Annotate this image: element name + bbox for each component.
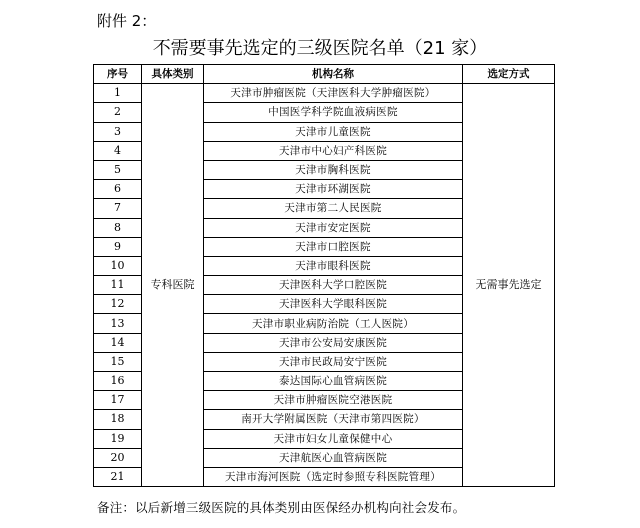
- row-institution-name: 天津市肿瘤医院（天津医科大学肿瘤医院）: [204, 84, 463, 103]
- row-institution-name: 中国医学科学院血液病医院: [204, 103, 463, 122]
- row-institution-name: 南开大学附属医院（天津市第四医院）: [204, 410, 463, 429]
- row-index: 20: [94, 448, 142, 467]
- row-index: 12: [94, 295, 142, 314]
- table-row: [94, 84, 555, 103]
- row-index: 14: [94, 333, 142, 352]
- row-index: 16: [94, 372, 142, 391]
- row-institution-name: 天津市肿瘤医院空港医院: [204, 391, 463, 410]
- category-cell: 专科医院: [142, 84, 204, 487]
- row-index: 21: [94, 467, 142, 486]
- row-institution-name: 天津市公安局安康医院: [204, 333, 463, 352]
- row-institution-name: 天津医科大学眼科医院: [204, 295, 463, 314]
- table-body: [94, 84, 555, 487]
- row-index: 8: [94, 218, 142, 237]
- row-index: 4: [94, 141, 142, 160]
- row-index: 10: [94, 256, 142, 275]
- header-method: 选定方式: [463, 65, 555, 84]
- header-category: 具体类别: [142, 65, 204, 84]
- row-index: 17: [94, 391, 142, 410]
- row-institution-name: 天津市胸科医院: [204, 160, 463, 179]
- table-header-row: [94, 65, 555, 84]
- row-index: 11: [94, 276, 142, 295]
- row-institution-name: 天津市安定医院: [204, 218, 463, 237]
- row-institution-name: 天津市儿童医院: [204, 122, 463, 141]
- row-index: 13: [94, 314, 142, 333]
- row-index: 2: [94, 103, 142, 122]
- row-institution-name: 天津航医心血管病医院: [204, 448, 463, 467]
- row-index: 5: [94, 160, 142, 179]
- row-institution-name: 天津市口腔医院: [204, 237, 463, 256]
- row-institution-name: 泰达国际心血管病医院: [204, 372, 463, 391]
- method-cell: 无需事先选定: [463, 84, 555, 487]
- row-institution-name: 天津医科大学口腔医院: [204, 276, 463, 295]
- hospital-table: [93, 64, 555, 487]
- row-institution-name: 天津市妇女儿童保健中心: [204, 429, 463, 448]
- row-index: 1: [94, 84, 142, 103]
- row-index: 18: [94, 410, 142, 429]
- row-institution-name: 天津市第二人民医院: [204, 199, 463, 218]
- row-index: 9: [94, 237, 142, 256]
- row-index: 7: [94, 199, 142, 218]
- row-index: 15: [94, 352, 142, 371]
- row-index: 3: [94, 122, 142, 141]
- row-institution-name: 天津市环湖医院: [204, 180, 463, 199]
- row-index: 19: [94, 429, 142, 448]
- row-institution-name: 天津市眼科医院: [204, 256, 463, 275]
- row-institution-name: 天津市职业病防治院（工人医院）: [204, 314, 463, 333]
- row-index: 6: [94, 180, 142, 199]
- page-title: 不需要事先选定的三级医院名单（21 家）: [152, 38, 488, 59]
- header-index: 序号: [94, 65, 142, 84]
- header-name: 机构名称: [204, 65, 463, 84]
- attachment-label: 附件 2：: [97, 12, 157, 30]
- row-institution-name: 天津市海河医院（选定时参照专科医院管理）: [204, 467, 463, 486]
- footnote: 备注：以后新增三级医院的具体类别由医保经办机构向社会发布。: [97, 500, 466, 515]
- row-institution-name: 天津市中心妇产科医院: [204, 141, 463, 160]
- row-institution-name: 天津市民政局安宁医院: [204, 352, 463, 371]
